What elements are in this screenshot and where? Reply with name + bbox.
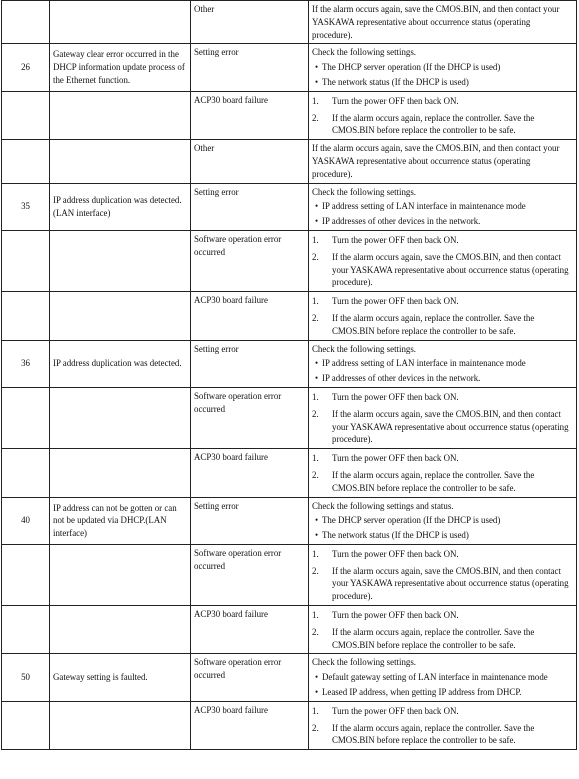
alarm-description-cell: [50, 230, 191, 291]
remedy-step: [312, 234, 573, 247]
remedy-header: Check the following settings.: [312, 343, 417, 354]
table-row: [2, 497, 577, 544]
table-row: [2, 44, 577, 91]
cause-cell: Setting error: [191, 183, 309, 230]
remedy-bullet-item: • IP addresses of other devices in the network.: [312, 372, 573, 385]
cause-cell: Software operation error occurred: [191, 387, 309, 448]
remedy-step: [312, 112, 573, 138]
remedy-cell: [309, 387, 577, 448]
remedy-bullet-item: • The network status (If the DHCP is used): [312, 529, 573, 542]
remedy-step-number: 1.: [312, 453, 319, 464]
remedy-cell: [309, 91, 577, 139]
remedy-cell: [309, 497, 577, 544]
remedy-step-number: 2.: [312, 565, 319, 576]
cause-cell: Setting error: [191, 497, 309, 544]
remedy-header: Check the following settings.: [312, 186, 417, 197]
remedy-step-number: 2.: [312, 469, 319, 480]
remedy-step-text: Turn the power OFF then back ON.: [332, 548, 459, 559]
remedy-step-text: Turn the power OFF then back ON.: [332, 610, 459, 621]
remedy-step-number: 2.: [312, 626, 319, 637]
cause-cell: ACP30 board failure: [191, 606, 309, 654]
alarm-code-cell: [2, 230, 50, 291]
remedy-step: [312, 705, 573, 718]
table-row: [2, 183, 577, 230]
remedy-step-text: Turn the power OFF then back ON.: [332, 453, 459, 464]
cause-cell: Other: [191, 140, 309, 183]
table-row: [2, 1, 577, 44]
alarm-code-cell: [2, 449, 50, 497]
alarm-code-cell: [2, 701, 50, 749]
remedy-step: [312, 565, 573, 603]
remedy-cell: [309, 1, 577, 44]
cause-cell: Software operation error occurred: [191, 544, 309, 605]
alarm-description-cell: [50, 387, 191, 448]
remedy-bullet-item: • The DHCP server operation (If the DHCP is used): [312, 514, 573, 527]
alarm-description-cell: IP address duplication was detected.(LAN interface): [50, 183, 191, 230]
alarm-code-cell: 36: [2, 340, 50, 387]
remedy-bullet-item: • The network status (If the DHCP is used): [312, 76, 573, 89]
cause-cell: Setting error: [191, 44, 309, 91]
remedy-step-number: 1.: [312, 95, 319, 106]
remedy-step-text: Turn the power OFF then back ON.: [332, 95, 459, 106]
table-row: [2, 387, 577, 448]
alarm-description-cell: [50, 449, 191, 497]
cause-cell: ACP30 board failure: [191, 449, 309, 497]
remedy-step-number: 2.: [312, 112, 319, 123]
remedy-step-text: If the alarm occurs again, replace the controller. Save the CMOS.BIN before replace the controller to be safe.: [332, 469, 535, 493]
remedy-step-number: 1.: [312, 296, 319, 307]
cause-cell: Other: [191, 1, 309, 44]
remedy-step-text: Turn the power OFF then back ON.: [332, 234, 459, 245]
alarm-description-cell: Gateway setting is faulted.: [50, 654, 191, 701]
remedy-paragraph: If the alarm occurs again, save the CMOS.BIN, and then contact your YASKAWA representative about occurrence status (operating procedure).: [312, 143, 560, 179]
remedy-step-text: Turn the power OFF then back ON.: [332, 391, 459, 402]
alarm-description-cell: IP address can not be gotten or can not be updated via DHCP.(LAN interface): [50, 497, 191, 544]
remedy-cell: [309, 292, 577, 340]
cause-cell: ACP30 board failure: [191, 91, 309, 139]
alarm-table-body: [2, 1, 577, 750]
cause-cell: Setting error: [191, 340, 309, 387]
remedy-header: Check the following settings.: [312, 47, 417, 58]
table-row: [2, 140, 577, 183]
remedy-bullet-item: • The DHCP server operation (If the DHCP is used): [312, 61, 573, 74]
remedy-step: [312, 452, 573, 465]
remedy-cell: [309, 44, 577, 91]
remedy-step-text: If the alarm occurs again, save the CMOS.BIN, and then contact your YASKAWA representative about occurrence status (operating procedure).: [332, 408, 569, 445]
table-row: [2, 340, 577, 387]
table-row: [2, 544, 577, 605]
remedy-step-number: 2.: [312, 251, 319, 262]
alarm-code-cell: [2, 544, 50, 605]
remedy-step-text: Turn the power OFF then back ON.: [332, 705, 459, 716]
alarm-code-cell: [2, 606, 50, 654]
remedy-step: [312, 295, 573, 308]
alarm-code-cell: [2, 387, 50, 448]
remedy-step: [312, 609, 573, 622]
remedy-cell: [309, 183, 577, 230]
alarm-description-cell: [50, 544, 191, 605]
remedy-bullet-item: • IP addresses of other devices in the network.: [312, 215, 573, 228]
remedy-bullet-item: • IP address setting of LAN interface in maintenance mode: [312, 357, 573, 370]
remedy-step: [312, 251, 573, 289]
remedy-step-number: 2.: [312, 408, 319, 419]
alarm-table: [1, 0, 577, 750]
remedy-step-number: 1.: [312, 548, 319, 559]
table-row: [2, 654, 577, 701]
remedy-cell: [309, 544, 577, 605]
remedy-paragraph: If the alarm occurs again, save the CMOS.BIN, and then contact your YASKAWA representative about occurrence status (operating procedure).: [312, 4, 560, 40]
table-row: [2, 230, 577, 291]
alarm-description-cell: [50, 140, 191, 183]
remedy-step-number: 2.: [312, 722, 319, 733]
remedy-cell: [309, 701, 577, 749]
alarm-code-cell: [2, 292, 50, 340]
alarm-description-cell: IP address duplication was detected.: [50, 340, 191, 387]
alarm-code-cell: [2, 91, 50, 139]
remedy-step: [312, 408, 573, 446]
remedy-step-number: 2.: [312, 312, 319, 323]
remedy-step-text: If the alarm occurs again, save the CMOS.BIN, and then contact your YASKAWA representative about occurrence status (operating procedure).: [332, 251, 569, 288]
remedy-step: [312, 722, 573, 748]
alarm-description-cell: Gateway clear error occurred in the DHCP information update process of the Ethernet function.: [50, 44, 191, 91]
remedy-step: [312, 626, 573, 652]
alarm-description-cell: [50, 701, 191, 749]
remedy-cell: [309, 340, 577, 387]
cause-cell: ACP30 board failure: [191, 701, 309, 749]
alarm-description-cell: [50, 606, 191, 654]
alarm-code-cell: [2, 1, 50, 44]
remedy-cell: [309, 449, 577, 497]
alarm-description-cell: [50, 91, 191, 139]
table-row: [2, 701, 577, 749]
remedy-cell: [309, 606, 577, 654]
alarm-code-cell: [2, 140, 50, 183]
alarm-code-cell: 40: [2, 497, 50, 544]
remedy-step-text: If the alarm occurs again, replace the controller. Save the CMOS.BIN before replace the controller to be safe.: [332, 112, 535, 136]
remedy-step: [312, 548, 573, 561]
remedy-header: Check the following settings.: [312, 657, 417, 668]
remedy-step-text: Turn the power OFF then back ON.: [332, 296, 459, 307]
table-row: [2, 292, 577, 340]
alarm-code-cell: 35: [2, 183, 50, 230]
remedy-bullet-item: • IP address setting of LAN interface in maintenance mode: [312, 200, 573, 213]
table-row: [2, 91, 577, 139]
remedy-header: Check the following settings and status.: [312, 500, 454, 511]
remedy-step: [312, 312, 573, 338]
cause-cell: ACP30 board failure: [191, 292, 309, 340]
remedy-step-number: 1.: [312, 705, 319, 716]
remedy-step-text: If the alarm occurs again, replace the controller. Save the CMOS.BIN before replace the controller to be safe.: [332, 722, 535, 746]
alarm-description-cell: [50, 1, 191, 44]
remedy-step-number: 1.: [312, 391, 319, 402]
alarm-description-cell: [50, 292, 191, 340]
table-row: [2, 606, 577, 654]
table-row: [2, 449, 577, 497]
cause-cell: Software operation error occurred: [191, 654, 309, 701]
remedy-step: [312, 469, 573, 495]
remedy-step-text: If the alarm occurs again, replace the controller. Save the CMOS.BIN before replace the controller to be safe.: [332, 312, 535, 336]
remedy-bullet-item: • Default gateway setting of LAN interface in maintenance mode: [312, 671, 573, 684]
remedy-step: [312, 391, 573, 404]
remedy-cell: [309, 230, 577, 291]
remedy-cell: [309, 654, 577, 701]
remedy-bullet-item: • Leased IP address, when getting IP address from DHCP.: [312, 686, 573, 699]
remedy-step-number: 1.: [312, 610, 319, 621]
alarm-code-cell: 26: [2, 44, 50, 91]
remedy-step: [312, 95, 573, 108]
alarm-code-cell: 50: [2, 654, 50, 701]
remedy-step-number: 1.: [312, 234, 319, 245]
cause-cell: Software operation error occurred: [191, 230, 309, 291]
remedy-step-text: If the alarm occurs again, replace the controller. Save the CMOS.BIN before replace the controller to be safe.: [332, 626, 535, 650]
remedy-cell: [309, 140, 577, 183]
remedy-step-text: If the alarm occurs again, save the CMOS.BIN, and then contact your YASKAWA representative about occurrence status (operating procedure).: [332, 565, 569, 602]
